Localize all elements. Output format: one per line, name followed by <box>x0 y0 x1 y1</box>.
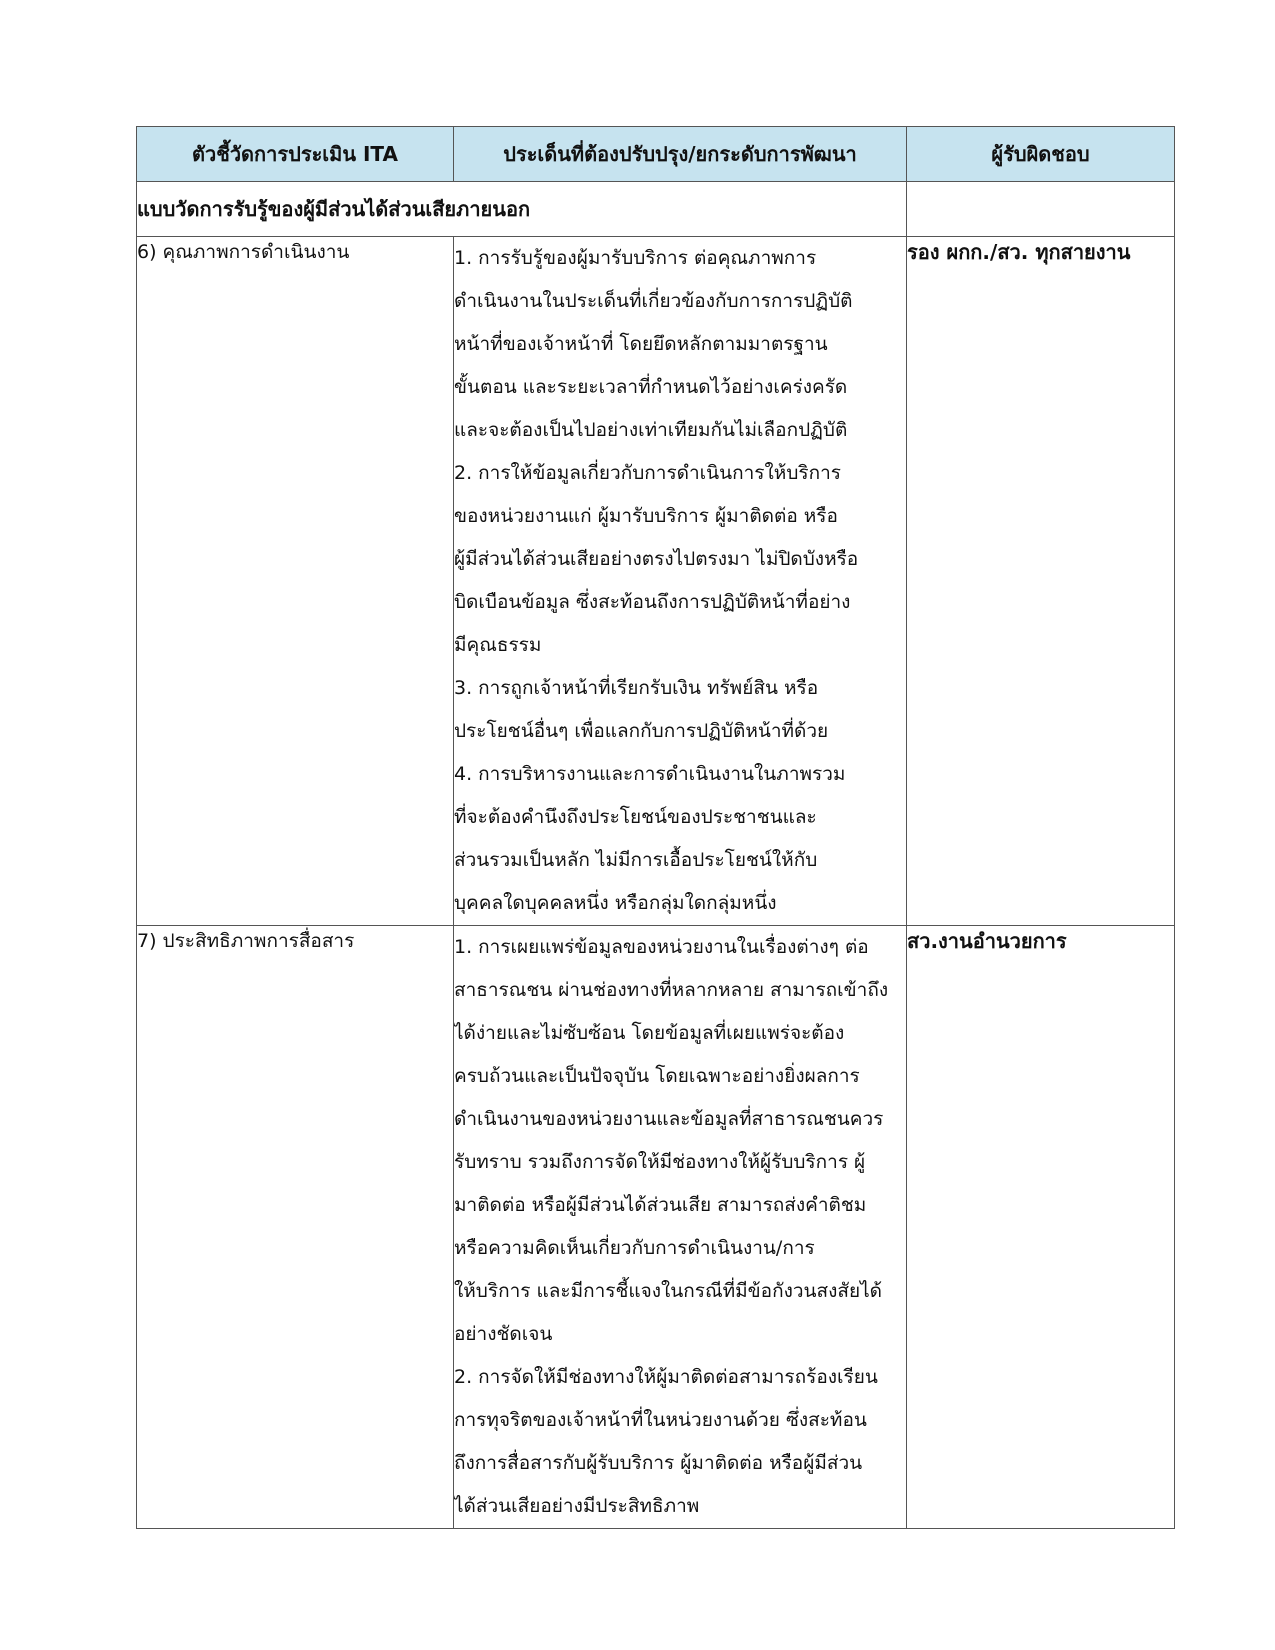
table-row <box>137 237 1175 926</box>
indicator-cell: 7) ประสิทธิภาพการสื่อสาร <box>137 926 454 1529</box>
issue-line: มีคุณธรรม <box>454 634 542 656</box>
issue-line: 1. การรับรู้ของผู้มารับบริการ ต่อคุณภาพการ <box>454 247 817 269</box>
issue-line: บิดเบือนข้อมูล ซึ่งสะท้อนถึงการปฏิบัติหน้าที่อย่าง <box>454 591 851 613</box>
header-row <box>137 127 1175 182</box>
issue-line: สาธารณชน ผ่านช่องทางที่หลากหลาย สามารถเข้าถึง <box>454 979 889 1001</box>
header-responsible: ผู้รับผิดชอบ <box>907 127 1175 182</box>
header-issues: ประเด็นที่ต้องปรับปรุง/ยกระดับการพัฒนา <box>454 127 907 182</box>
issue-line: ผู้มีส่วนได้ส่วนเสียอย่างตรงไปตรงมา ไม่ปิดบังหรือ <box>454 548 859 570</box>
issue-line: และจะต้องเป็นไปอย่างเท่าเทียมกันไม่เลือกปฏิบัติ <box>454 419 848 441</box>
issue-line: ดำเนินงานในประเด็นที่เกี่ยวข้องกับการการปฏิบัติ <box>454 290 853 312</box>
table-row <box>137 926 1175 1529</box>
section-row <box>137 182 1175 237</box>
responsible-cell: สว.งานอำนวยการ <box>907 926 1175 1529</box>
section-title: แบบวัดการรับรู้ของผู้มีส่วนได้ส่วนเสียภายนอก <box>137 182 907 237</box>
issue-line: 2. การจัดให้มีช่องทางให้ผู้มาติดต่อสามารถร้องเรียน <box>454 1366 878 1388</box>
issues-cell <box>454 926 907 1529</box>
section-empty-cell <box>907 182 1175 237</box>
issue-line: หรือความคิดเห็นเกี่ยวกับการดำเนินงาน/การ <box>454 1237 815 1259</box>
issue-line: บุคคลใดบุคคลหนึ่ง หรือกลุ่มใดกลุ่มหนึ่ง <box>454 892 777 914</box>
issue-line: ขั้นตอน และระยะเวลาที่กำหนดไว้อย่างเคร่งครัด <box>454 376 848 398</box>
issue-line: ได้ส่วนเสียอย่างมีประสิทธิภาพ <box>454 1495 700 1517</box>
issue-line: ของหน่วยงานแก่ ผู้มารับบริการ ผู้มาติดต่อ หรือ <box>454 505 838 527</box>
issue-line: 2. การให้ข้อมูลเกี่ยวกับการดำเนินการให้บริการ <box>454 462 841 484</box>
issue-line: ได้ง่ายและไม่ซับซ้อน โดยข้อมูลที่เผยแพร่จะต้อง <box>454 1022 845 1044</box>
issue-line: มาติดต่อ หรือผู้มีส่วนได้ส่วนเสีย สามารถส่งคำติชม <box>454 1194 867 1216</box>
issue-line: หน้าที่ของเจ้าหน้าที่ โดยยึดหลักตามมาตรฐาน <box>454 333 828 355</box>
ita-table <box>136 126 1175 1529</box>
issue-line: ให้บริการ และมีการชี้แจงในกรณีที่มีข้อกังวนสงสัยได้ <box>454 1280 883 1302</box>
issue-line: ที่จะต้องคำนึงถึงประโยชน์ของประชาชนและ <box>454 806 817 828</box>
issue-line: รับทราบ รวมถึงการจัดให้มีช่องทางให้ผู้รับบริการ ผู้ <box>454 1151 866 1173</box>
issue-line: ดำเนินงานของหน่วยงานและข้อมูลที่สาธารณชนควร <box>454 1108 884 1130</box>
issue-line: ถึงการสื่อสารกับผู้รับบริการ ผู้มาติดต่อ หรือผู้มีส่วน <box>454 1452 863 1474</box>
header-indicator: ตัวชี้วัดการประเมิน ITA <box>137 127 454 182</box>
responsible-cell: รอง ผกก./สว. ทุกสายงาน <box>907 237 1175 926</box>
issue-line: อย่างชัดเจน <box>454 1323 553 1345</box>
issues-cell <box>454 237 907 926</box>
issue-line: ประโยชน์อื่นๆ เพื่อแลกกับการปฏิบัติหน้าที่ด้วย <box>454 720 829 742</box>
issue-line: ส่วนรวมเป็นหลัก ไม่มีการเอื้อประโยชน์ให้กับ <box>454 849 818 871</box>
issue-line: ครบถ้วนและเป็นปัจจุบัน โดยเฉพาะอย่างยิ่งผลการ <box>454 1065 860 1087</box>
issue-line: 1. การเผยแพร่ข้อมูลของหน่วยงานในเรื่องต่างๆ ต่อ <box>454 936 869 958</box>
issue-line: การทุจริตของเจ้าหน้าที่ในหน่วยงานด้วย ซึ่งสะท้อน <box>454 1409 867 1431</box>
issue-line: 4. การบริหารงานและการดำเนินงานในภาพรวม <box>454 763 846 785</box>
issue-line: 3. การถูกเจ้าหน้าที่เรียกรับเงิน ทรัพย์สิน หรือ <box>454 677 819 699</box>
indicator-cell: 6) คุณภาพการดำเนินงาน <box>137 237 454 926</box>
